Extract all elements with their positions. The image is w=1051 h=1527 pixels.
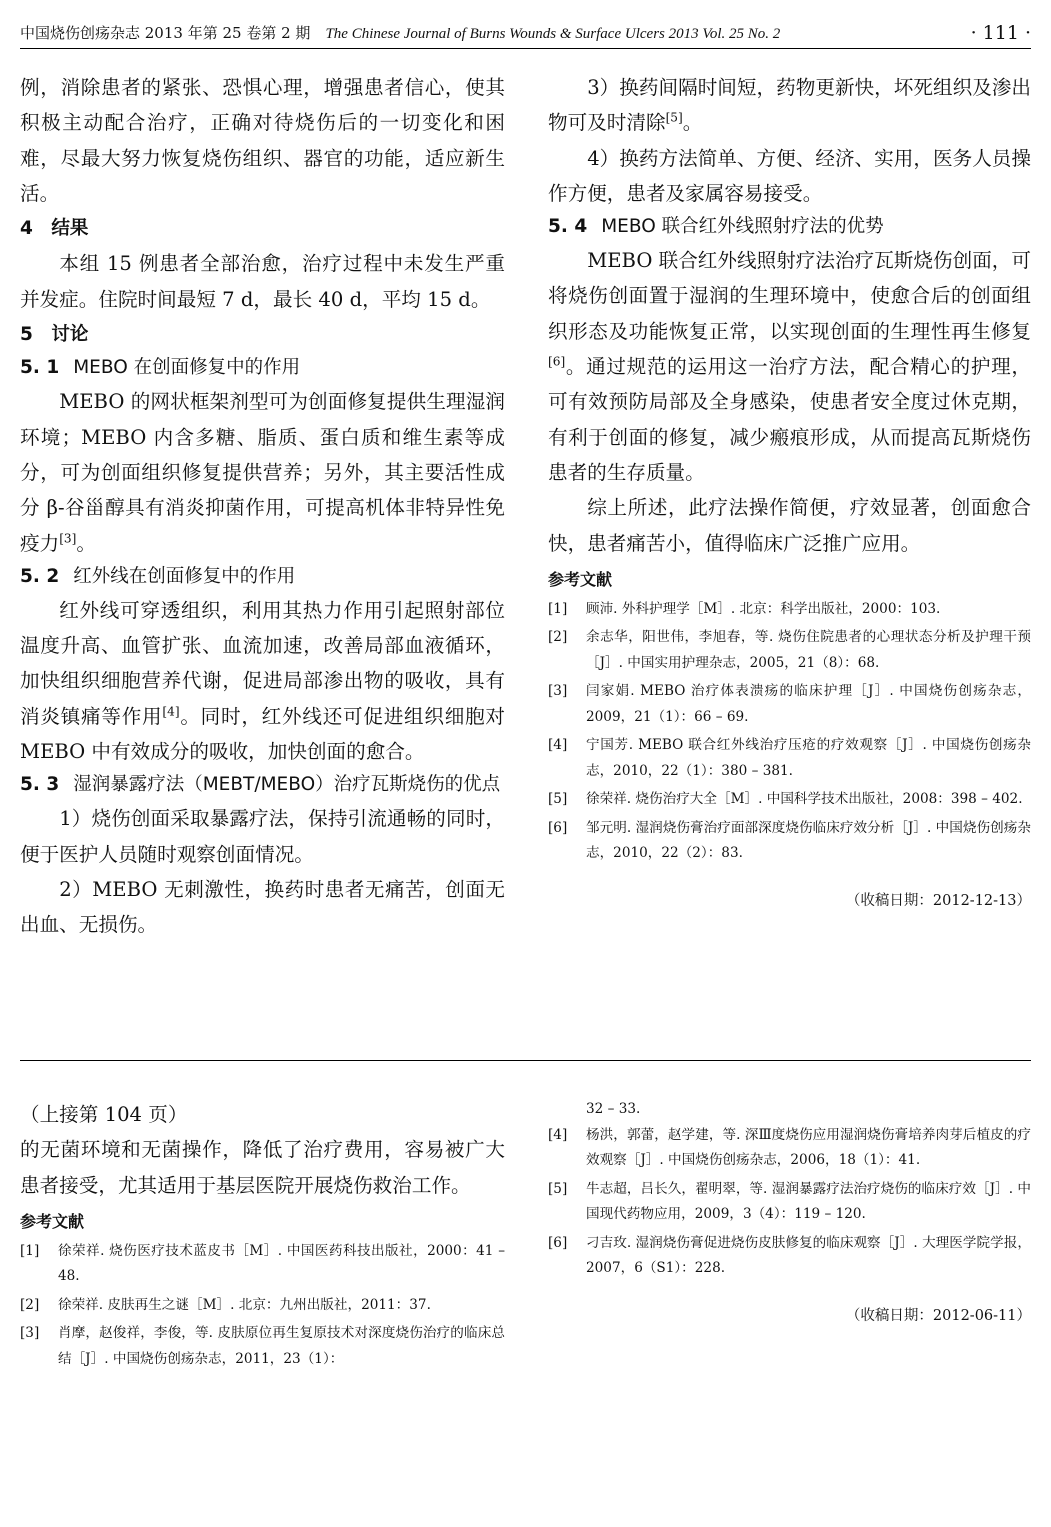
citation-marker: [4] — [162, 704, 180, 719]
reference-text: 肖摩，赵俊祥，李俊，等. 皮肤原位再生复原技术对深度烧伤治疗的临床总结［J］. 中国烧伤创疡杂志，2011，23（1）： — [58, 1325, 505, 1367]
reference-item — [548, 1177, 1031, 1228]
paragraph-text-cont: 。同时，红外线还可促进组织细胞对 MEBO 中有效成分的吸收，加快创面的愈合。 — [20, 704, 506, 764]
reference-item — [548, 1123, 1031, 1174]
reference-item — [548, 597, 1031, 623]
references-heading: 参考文献 — [548, 569, 613, 589]
reference-number: [3] — [548, 683, 568, 700]
reference-item — [20, 1239, 505, 1290]
subsection-number: 5. 2 — [20, 565, 60, 587]
running-header — [20, 18, 1031, 48]
paragraph-text: MEBO 联合红外线照射疗法治疗瓦斯烧伤创面，可将烧伤创面置于湿润的生理环境中，使愈合后的创面组织形态及功能恢复正常，以实现创面的生理性再生修复 — [548, 249, 1031, 343]
paragraph: 本组 15 例患者全部治愈，治疗过程中未发生严重并发症。住院时间最短 7 d，最长 40 d，平均 15 d。 — [20, 252, 505, 311]
paragraph: 的无菌环境和无菌操作，降低了治疗费用，容易被广大患者接受，尤其适用于基层医院开展烧伤救治工作。 — [20, 1138, 505, 1197]
reference-number: [6] — [548, 1234, 568, 1251]
reference-number: [6] — [548, 819, 568, 836]
column-top-left — [20, 70, 505, 943]
reference-text: 邹元明. 湿润烧伤膏治疗面部深度烧伤临床疗效分析［J］. 中国烧伤创疡杂志，2010，22（2）：83. — [586, 819, 1031, 862]
journal-name-en: The Chinese Journal of Burns Wounds & Surface Ulcers 2013 Vol. 25 No. 2 — [325, 26, 781, 42]
subsection-number: 5. 1 — [20, 357, 60, 379]
reference-text: 杨洪，郭蕾，赵学建，等. 深Ⅲ度烧伤应用湿润烧伤膏培养肉芽后植皮的疗效观察［J］. 中国烧伤创疡杂志，2006，18（1）：41. — [586, 1126, 1031, 1168]
reference-item — [20, 1293, 505, 1319]
reference-item — [20, 1321, 505, 1372]
reference-list — [548, 1123, 1031, 1282]
paragraph — [20, 593, 505, 769]
paragraph-text: 红外线可穿透组织，利用其热力作用引起照射部位温度升高、血管扩张、血流加速，改善局部血液循环，加快组织细胞营养代谢，促进局部渗出物的吸收，具有消炎镇痛等作用 — [20, 598, 505, 728]
reference-number: [5] — [548, 791, 568, 808]
reference-text: 余志华，阳世伟，李旭春，等. 烧伤住院患者的心理状态分析及护理干预［J］. 中国实用护理杂志，2005，21（8）：68. — [586, 629, 1031, 671]
section-heading-results: 4 结果 — [20, 218, 89, 240]
subsection-heading-5-3 — [20, 769, 505, 801]
reference-item — [548, 816, 1031, 867]
references-heading: 参考文献 — [20, 1211, 85, 1231]
received-date: （收稿日期：2012-06-11） — [845, 1307, 1031, 1324]
reference-text: 顾沛. 外科护理学［M］. 北京：科学出版社，2000：103. — [586, 600, 941, 617]
subsection-heading-5-4 — [548, 211, 1031, 243]
received-date: （收稿日期：2012-12-13） — [845, 892, 1031, 909]
page-number: · 111 · — [970, 22, 1031, 44]
subsection-heading-5-2 — [20, 561, 505, 593]
section-heading-discussion: 5 讨论 — [20, 324, 89, 346]
reference-list — [548, 597, 1031, 867]
subsection-number: 5. 3 — [20, 774, 60, 796]
reference-item — [548, 679, 1031, 730]
subsection-title: MEBO 在创面修复中的作用 — [73, 357, 301, 379]
reference-item — [548, 625, 1031, 676]
subsection-number: 5. 4 — [548, 216, 588, 238]
journal-citation — [20, 18, 780, 49]
reference-number: [4] — [548, 1126, 568, 1143]
reference-text: 徐荣祥. 烧伤医疗技术蓝皮书［M］. 中国医药科技出版社，2000：41 – 48. — [58, 1242, 505, 1285]
reference-number: [2] — [20, 1296, 40, 1313]
paragraph — [548, 70, 1031, 141]
reference-number: [3] — [20, 1325, 40, 1342]
paragraph: 例，消除患者的紧张、恐惧心理，增强患者信心，使其积极主动配合治疗，正确对待烧伤后的一切变化和困难，尽最大努力恢复烧伤组织、器官的功能，适应新生活。 — [20, 76, 505, 205]
subsection-title: 红外线在创面修复中的作用 — [73, 565, 296, 587]
paragraph — [548, 243, 1031, 490]
reference-number: [4] — [548, 737, 568, 754]
paragraph-text: MEBO 的网状框架剂型可为创面修复提供生理湿润环境；MEBO 内含多糖、脂质、蛋白质和维生素等成分，可为创面组织修复提供营养；另外，其主要活性成分 β-谷甾醇具有消炎抑菌作用，可提高机体非特异性免疫力 — [20, 390, 505, 555]
reference-text: 牛志超，吕长久，翟明翠，等. 湿润暴露疗法治疗烧伤的临床疗效［J］. 中国现代药物应用，2009，3（4）：119 – 120. — [586, 1180, 1031, 1222]
reference-text: 刁吉玫. 湿润烧伤膏促进烧伤皮肤修复的临床观察［J］. 大理医学院学报，2007，6（S1）：228. — [586, 1234, 1031, 1276]
column-bottom-left — [20, 1097, 505, 1375]
journal-name-cn: 中国烧伤创疡杂志 2013 年第 25 卷第 2 期 — [20, 24, 311, 42]
reference-number: [1] — [20, 1242, 40, 1259]
subsection-title: 湿润暴露疗法（MEBT/MEBO）治疗瓦斯烧伤的优点 — [73, 774, 501, 796]
article-divider — [20, 1060, 1031, 1061]
reference-number: [1] — [548, 600, 568, 617]
paragraph-text-cont: 。通过规范的运用这一治疗方法，配合精心的护理，可有效预防局部及全身感染，使患者安全度过休克期，有利于创面的修复，减少瘢痕形成，从而提高瓦斯烧伤患者的生存质量。 — [548, 355, 1031, 484]
reference-continuation: 32 – 33. — [586, 1101, 641, 1117]
reference-number: [2] — [548, 629, 568, 646]
citation-marker: [5] — [665, 110, 683, 125]
reference-text: 闫家娟. MEBO 治疗体表溃疡的临床护理［J］. 中国烧伤创疡杂志，2009，21（1）：66 – 69. — [586, 683, 1031, 725]
reference-text: 徐荣祥. 皮肤再生之谜［M］. 北京：九州出版社，2011：37. — [58, 1296, 431, 1313]
continued-from-label: （上接第 104 页） — [20, 1103, 188, 1126]
reference-item — [548, 1231, 1031, 1282]
subsection-title: MEBO 联合红外线照射疗法的优势 — [601, 216, 884, 238]
paragraph-text: 3）换药间隔时间短，药物更新快，坏死组织及渗出物可及时清除 — [548, 76, 1031, 135]
reference-item — [548, 733, 1031, 784]
column-top-right — [548, 70, 1031, 910]
paragraph: 1）烧伤创面采取暴露疗法，保持引流通畅的同时，便于医护人员随时观察创面情况。 — [20, 807, 505, 866]
reference-text: 徐荣祥. 烧伤治疗大全［M］. 中国科学技术出版社，2008：398 – 402. — [586, 791, 1023, 808]
paragraph-end: 。 — [682, 111, 703, 135]
paragraph: 2）MEBO 无刺激性，换药时患者无痛苦，创面无出血、无损伤。 — [20, 877, 505, 937]
paragraph — [20, 384, 505, 560]
citation-marker: [6] — [548, 354, 566, 369]
subsection-heading-5-1 — [20, 352, 505, 384]
reference-number: [5] — [548, 1180, 568, 1197]
header-divider — [20, 48, 1031, 49]
reference-list — [20, 1239, 505, 1373]
paragraph: 综上所述，此疗法操作简便，疗效显著，创面愈合快，患者痛苦小，值得临床广泛推广应用。 — [548, 496, 1031, 555]
reference-text: 宁国芳. MEBO 联合红外线治疗压疮的疗效观察［J］. 中国烧伤创疡杂志，2010，22（1）：380 – 381. — [586, 737, 1031, 779]
reference-item — [548, 787, 1031, 813]
paragraph-end: 。 — [76, 531, 96, 555]
citation-marker: [3] — [59, 531, 77, 546]
column-bottom-right — [548, 1097, 1031, 1325]
paragraph: 4）换药方法简单、方便、经济、实用，医务人员操作方便，患者及家属容易接受。 — [548, 146, 1031, 205]
